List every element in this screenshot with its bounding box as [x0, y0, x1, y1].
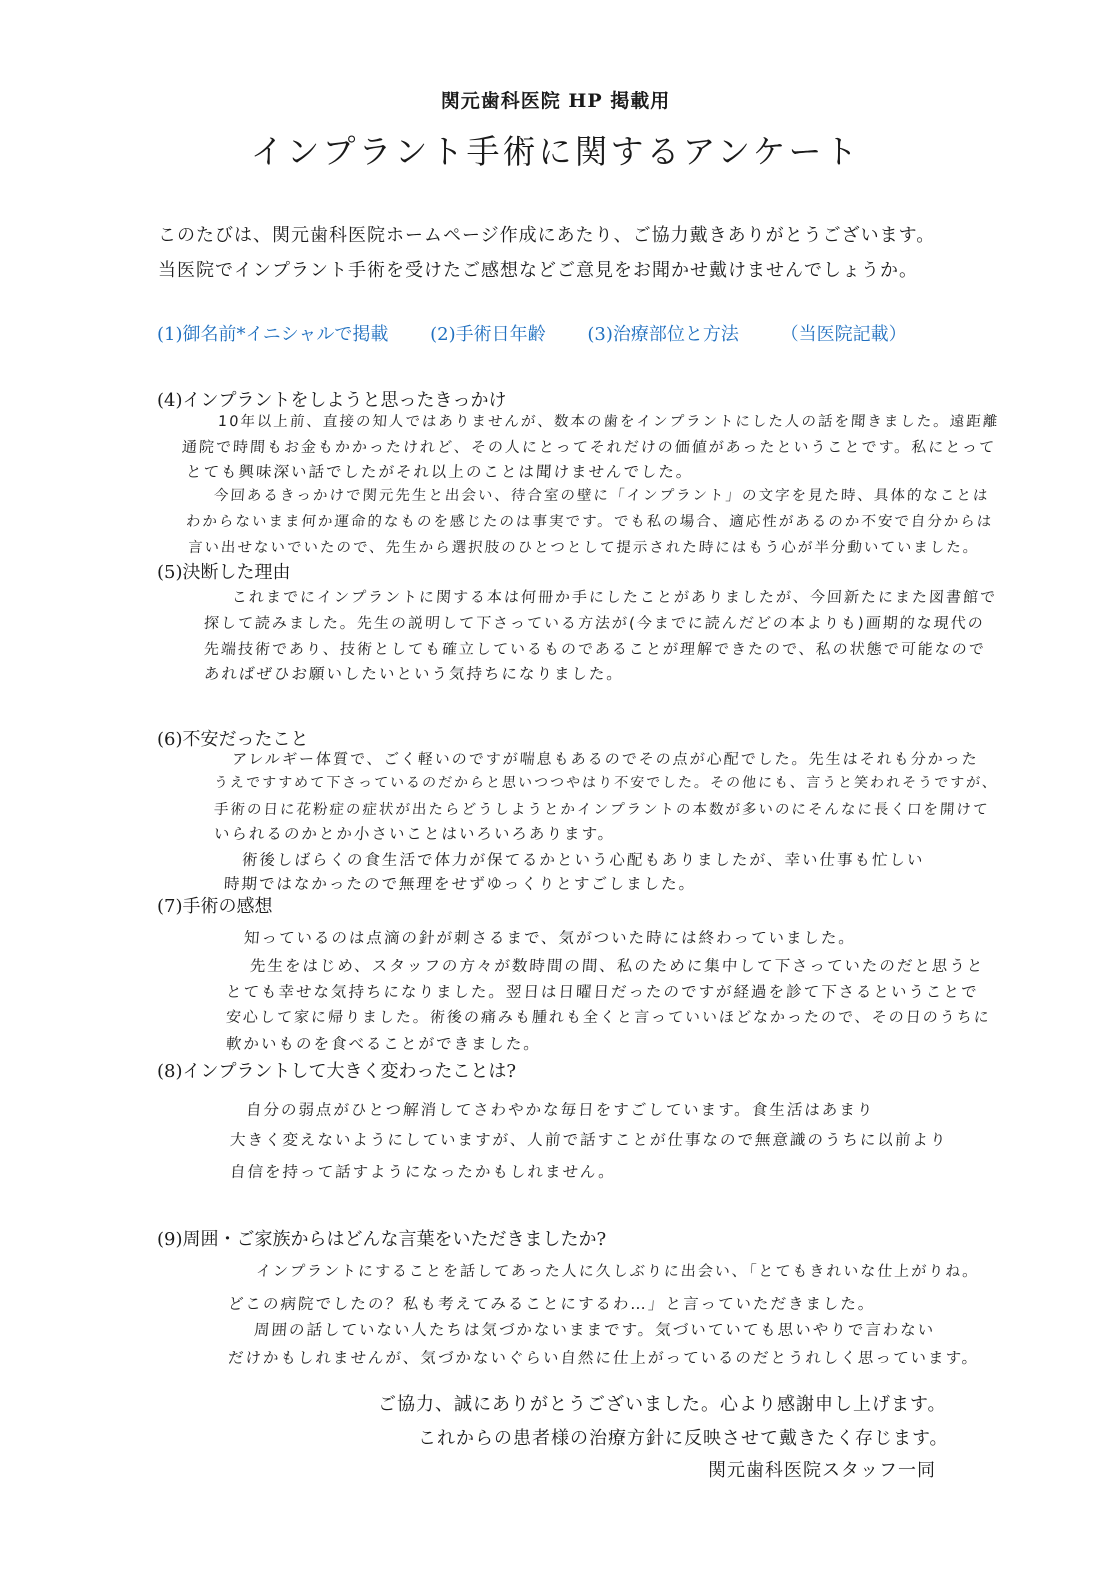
answer-line: 今回あるきっかけで関元先生と出会い、待合室の壁に「インプラント」の文字を見た時、具体的なことは: [213, 488, 990, 504]
question-heading-9: (9)周囲・ご家族からはどんな言葉をいただきましたか?: [157, 1229, 607, 1250]
page-title: インプラント手術に関するアンケート: [250, 132, 861, 171]
answer-line: 周囲の話していない人たちは気づかないままです。気づいていても思いやりで言わない: [253, 1321, 936, 1339]
answer-line: アレルギー体質で、ごく軽いのですが喘息もあるのでその点が心配でした。先生はそれも分かった: [231, 750, 980, 768]
field-treatment: (3)治療部位と方法: [587, 324, 739, 345]
answer-line: 先生をはじめ、スタッフの方々が数時間の間、私のために集中して下さっていたのだと思うと: [249, 957, 985, 975]
answer-line: 手術の日に花粉症の症状が出たらどうしようとかインプラントの本数が多いのにそんなに長く口を開けて: [213, 802, 990, 818]
field-name: (1)御名前*イニシャルで掲載: [157, 324, 389, 345]
answer-line: いられるのかとか小さいことはいろいろあります。: [213, 825, 616, 843]
field-date-age: (2)手術日年齢: [430, 324, 546, 345]
question-heading-8: (8)インプラントして大きく変わったことは?: [157, 1061, 516, 1082]
field-clinic-note: （当医院記載）: [780, 324, 907, 345]
answer-line: 時期ではなかったので無理をせずゆっくりとすごしました。: [223, 875, 697, 893]
answer-line: 知っているのは点滴の針が刺さるまで、気がついた時には終わっていました。: [243, 929, 857, 947]
answer-line: 自分の弱点がひとつ解消してさわやかな毎日をすごしています。食生活はあまり: [245, 1101, 876, 1119]
answer-line: だけかもしれませんが、気づかないぐらい自然に仕上がっているのだとうれしく思っています。: [227, 1349, 980, 1367]
answer-line: うえですすめて下さっているのだからと思いつつやはり不安でした。その他にも、言うと笑われそうですが、: [213, 775, 999, 791]
answer-line: 言い出せないでいたので、先生から選択肢のひとつとして提示された時にはもう心が半分動いていました。: [187, 540, 980, 556]
answer-line: 安心して家に帰りました。術後の痛みも腫れも全くと言っていいほどなかったので、その日のうちに: [225, 1008, 992, 1026]
question-heading-4: (4)インプラントをしようと思ったきっかけ: [157, 390, 507, 411]
closing-note: これからの患者様の治療方針に反映させて戴きたく存じます。: [418, 1428, 949, 1449]
answer-line: 探して読みました。先生の説明して下さっている方法が(今までに読んだどの本よりも)画期的な現代の: [203, 614, 986, 632]
answer-line: あればぜひお願いしたいという気持ちになりました。: [203, 665, 625, 683]
closing-thanks: ご協力、誠にありがとうございました。心より感謝申し上げます。: [378, 1394, 947, 1415]
answer-line: どこの病院でしたの？私も考えてみることにするわ…」と言っていただきました。: [227, 1295, 877, 1313]
question-heading-6: (6)不安だったこと: [157, 729, 309, 750]
clinic-fields: [157, 320, 957, 346]
answer-line: 自信を持って話すようになったかもしれません。: [229, 1163, 617, 1181]
answer-line: 通院で時間もお金もかかったけれど、その人にとってそれだけの価値があったということです。私にとって: [181, 438, 997, 456]
question-heading-5: (5)決断した理由: [157, 562, 291, 583]
answer-line: 軟かいものを食べることができました。: [225, 1035, 542, 1053]
answer-line: わからないまま何か運命的なものを感じたのは事実です。でも私の場合、適応性があるのか不安で自分からは: [185, 514, 994, 530]
answer-line: 先端技術であり、技術としても確立しているものであることが理解できたので、私の状態で可能なので: [203, 640, 987, 658]
answer-line: これまでにインプラントに関する本は何冊か手にしたことがありましたが、今回新たにまた図書館で: [231, 588, 998, 606]
answer-line: インプラントにすることを話してあった人に久しぶりに出会い、「とてもきれいな仕上がりね。: [255, 1262, 980, 1280]
answer-line: とても興味深い話でしたがそれ以上のことは聞けませんでした。: [185, 463, 695, 481]
answer-line: 術後しばらくの食生活で体力が保てるかという心配もありましたが、幸い仕事も忙しい: [241, 851, 926, 869]
answer-line: 10年以上前、直接の知人ではありませんが、数本の歯をインプラントにした人の話を聞きました。遠距離: [217, 414, 1000, 430]
intro-line-1: このたびは、関元歯科医院ホームページ作成にあたり、ご協力戴きありがとうございます。: [158, 225, 936, 246]
question-heading-7: (7)手術の感想: [157, 896, 273, 917]
header-subtitle: 関元歯科医院 HP 掲載用: [440, 90, 671, 112]
answer-line: 大きく変えないようにしていますが、人前で話すことが仕事なので無意識のうちに以前より: [229, 1131, 949, 1149]
answer-line: とても幸せな気持ちになりました。翌日は日曜日だったのですが経過を診て下さるということで: [225, 983, 980, 1001]
intro-line-2: 当医院でインプラント手術を受けたご感想などご意見をお聞かせ戴けませんでしょうか。: [158, 260, 918, 281]
closing-signature: 関元歯科医院スタッフ一同: [708, 1460, 936, 1481]
